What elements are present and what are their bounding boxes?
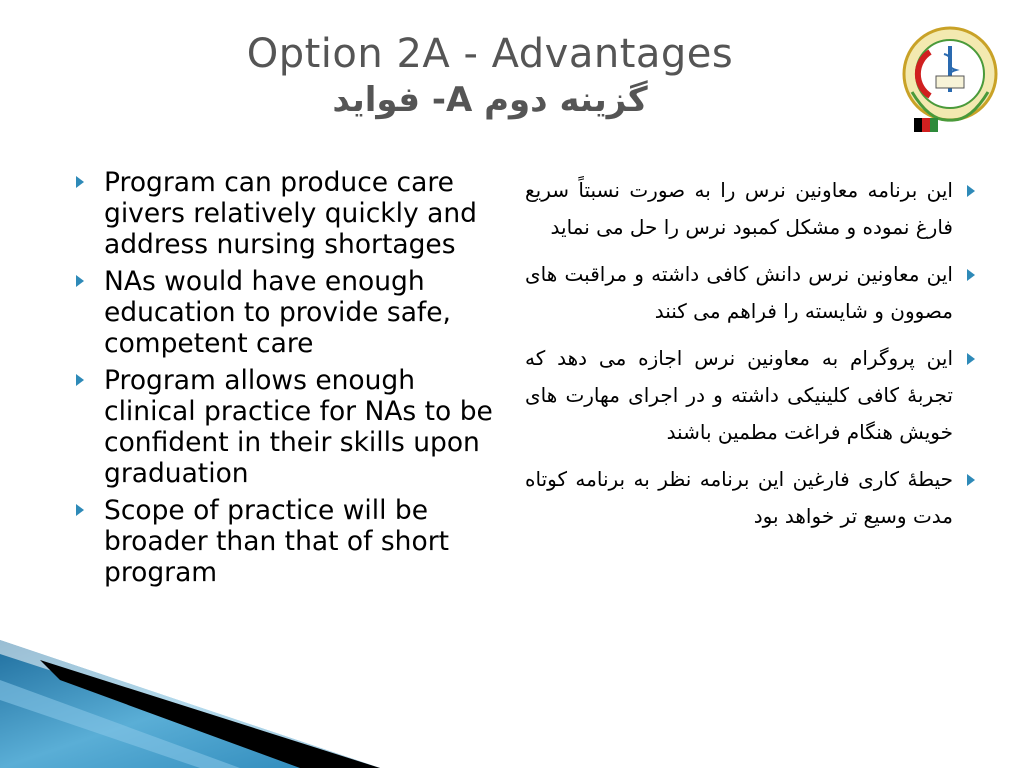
triangle-bullet-icon	[74, 173, 86, 191]
corner-decoration	[0, 620, 380, 768]
title-english: Option 2A - Advantages	[246, 31, 734, 77]
slide-title	[120, 30, 860, 122]
list-item	[525, 340, 985, 451]
title-dari: گزینه دوم A- فواید	[332, 80, 648, 120]
bullet-text: این برنامه معاونین نرس را به صورت نسبتاً سریع فارغ نموده و مشکل کمبود نرس را حل می نماید	[525, 178, 953, 239]
triangle-bullet-icon	[74, 501, 86, 519]
list-item	[72, 365, 497, 489]
bullet-text: Scope of practice will be broader than that of short program	[104, 495, 449, 588]
bullet-text: این معاونین نرس دانش کافی داشته و مراقبت های مصوون و شایسته را فراهم می کنند	[525, 262, 953, 323]
triangle-bullet-icon	[74, 272, 86, 290]
bullet-text: این پروگرام به معاونین نرس اجازه می دهد که تجربهٔ کافی کلینیکی داشته و در اجرای مهارت های خویش هنگام فراغت مطمین باشند	[525, 346, 953, 444]
list-item	[72, 495, 497, 588]
bullet-text: NAs would have enough education to provide safe, competent care	[104, 266, 451, 359]
bullet-text: حیطهٔ کاری فارغین این برنامه نظر به برنامه کوتاه مدت وسیع تر خواهد بود	[525, 467, 953, 528]
english-bullet-list	[72, 167, 497, 594]
triangle-bullet-icon	[965, 350, 977, 368]
bullet-text: Program can produce care givers relatively quickly and address nursing shortages	[104, 167, 477, 260]
triangle-bullet-icon	[965, 471, 977, 489]
triangle-bullet-icon	[965, 266, 977, 284]
list-item	[525, 461, 985, 535]
list-item	[525, 172, 985, 246]
list-item	[525, 256, 985, 330]
bullet-text: Program allows enough clinical practice for NAs to be confident in their skills upon graduation	[104, 365, 493, 489]
list-item	[72, 266, 497, 359]
ministry-health-emblem-icon	[900, 22, 1000, 132]
triangle-bullet-icon	[74, 371, 86, 389]
triangle-bullet-icon	[965, 182, 977, 200]
dari-bullet-list	[525, 172, 985, 545]
list-item	[72, 167, 497, 260]
